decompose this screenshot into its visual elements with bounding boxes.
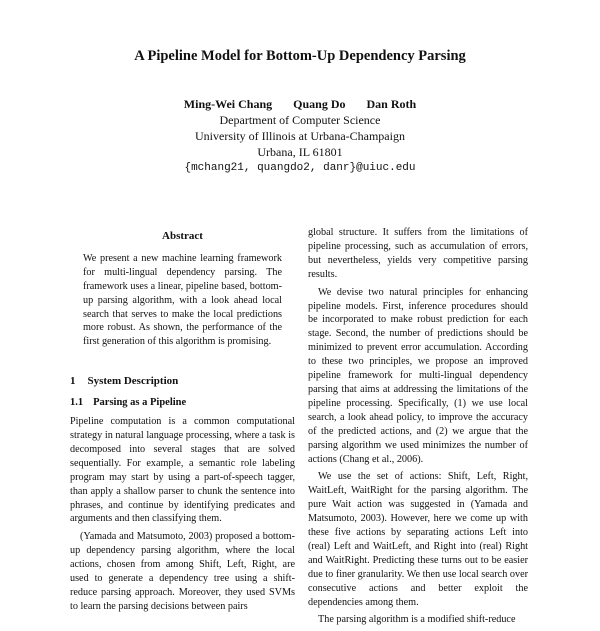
paragraph: global structure. It suffers from the limitations of pipeline processing, such as accumulation of errors, but nevertheless, yields very competitive parsing results. [308,227,528,280]
section-heading [70,375,295,389]
department: Department of Computer Science [219,113,381,127]
section-title: System Description [87,375,179,388]
author-block [0,96,600,176]
author-name: Dan Roth [366,97,417,111]
paragraph: Pipeline computation is a common computational strategy in natural language processing, where a task is decomposed into several stages that are solved sequentially. For example, a semantic role labeling program may start by using a part-of-speech tagger, than apply a shallow parser to chunk the sentence into phrases, and continue by identifying predicates and arguments and then classifying them. [70,416,295,525]
abstract-heading: Abstract [162,230,203,242]
abstract-text: We present a new machine learning framework for multi-lingual dependency parsing. The framework uses a linear, pipeline based, bottom-up parsing algorithm, with a look ahead local search that serves to make the local predictions more robust. As shown, the performance of the first generation of this algorithm is promising. [83,252,282,348]
abstract-body [70,252,295,349]
university: University of Illinois at Urbana-Champaign [195,129,405,143]
paragraph: We use the set of actions: Shift, Left, Right, WaitLeft, WaitRight for the parsing algorithm. The pure Wait action was suggested in (Yamada and Matsumoto, 2003). However, here we come up with these five actions by separating actions Left into (real) Left and WaitLeft, and Right into (real) Right and WaitRight. Predicting these turns out to be easier due to finer granularity. We then use local search over consecutive actions and better exploit the dependencies among them. [308,471,528,608]
author-name: Quang Do [293,97,346,111]
subsection-heading [70,396,295,410]
paragraph: (Yamada and Matsumoto, 2003) proposed a bottom-up dependency parsing algorithm, where the local actions, chosen from among Shift, Left, Right, are used to generate a dependency tree using a shift-reduce parsing approach. Moreover, they used SVMs to learn the parsing decisions between pairs [70,531,295,612]
right-column [308,226,528,631]
section-number: 1 [70,375,76,388]
author-emails: {mchang21, quangdo2, danr}@uiuc.edu [184,162,416,174]
city: Urbana, IL 61801 [257,145,343,159]
author-names [0,96,600,112]
subsection-number: 1.1 [70,397,84,409]
subsection-title: Parsing as a Pipeline [93,397,187,409]
author-name: Ming-Wei Chang [183,97,273,111]
paragraph: We devise two natural principles for enhancing pipeline models. First, inference procedures should be incorporated to make robust prediction for each stage. Second, the number of predictions should be minimized to prevent error accumulation. According to these two principles, we propose an improved pipeline framework for multi-lingual dependency parsing that aims at addressing the limitations of the pipeline processing. Specifically, (1) we use local search, a look ahead policy, to improve the accuracy of the predicted actions, and (2) we argue that the parsing algorithm we used minimizes the number of actions (Chang et al., 2006). [308,286,528,465]
paragraph: The parsing algorithm is a modified shift-reduce [318,614,516,626]
left-column [70,230,295,618]
paper-title: A Pipeline Model for Bottom-Up Dependency Parsing [134,48,466,64]
